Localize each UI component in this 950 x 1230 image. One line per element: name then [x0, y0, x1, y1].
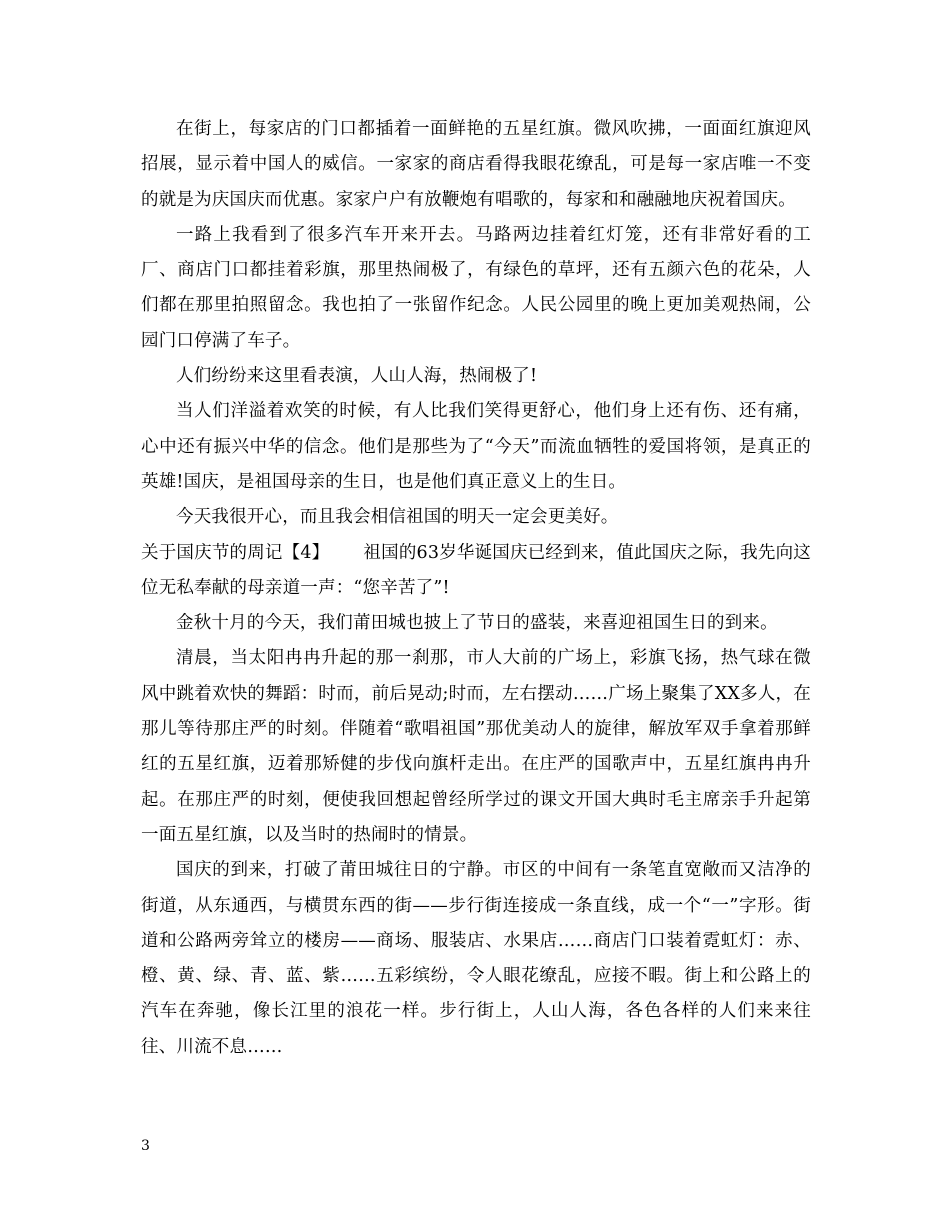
section-paragraph-3: 国庆的到来，打破了莆田城往日的宁静。市区的中间有一条笔直宽敞而又洁净的街道，从东通西，与横贯东西的街——步行街连接成一条直线，成一个“一”字形。街道和公路两旁耸立的楼房——商场、服装店、水果店……商店门口装着霓虹灯：赤、橙、黄、绿、青、蓝、紫……五彩缤纷，令人眼花缭乱，应接不暇。街上和公路上的汽车在奔驰，像长江里的浪花一样。步行街上，人山人海，各色各样的人们来来往往、川流不息…… [141, 860, 811, 1057]
section-paragraph-2: 清晨，当太阳冉冉升起的那一刹那，市人大前的广场上，彩旗飞扬，热气球在微风中跳着欢快的舞蹈：时而，前后晃动;时而，左右摆动……广场上聚集了XX多人，在那儿等待那庄严的时刻。伴随着“歌唱祖国”那优美动人的旋律，解放军双手拿着那鲜红的五星红旗，迈着那矫健的步伐向旗杆走出。在庄严的国歌声中，五星红旗冉冉升起。在那庄严的时刻，便使我回想起曾经所学过的课文开国大典时毛主席亲手升起第一面五星红旗，以及当时的热闹时的情景。 [141, 648, 811, 845]
paragraph-3: 人们纷纷来这里看表演，人山人海，热闹极了! [176, 366, 538, 387]
page-number: 3 [141, 1138, 150, 1154]
paragraph-2: 一路上我看到了很多汽车开来开去。马路两边挂着红灯笼，还有非常好看的工厂、商店门口都挂着彩旗，那里热闹极了，有绿色的草坪，还有五颜六色的花朵，人们都在那里拍照留念。我也拍了一张留作纪念。人民公园里的晚上更加美观热闹，公园门口停满了车子。 [141, 224, 811, 351]
section-heading-paragraph [141, 536, 811, 607]
section-first-paragraph: 祖国的63岁华诞国庆已经到来，值此国庆之际，我先向这位无私奉献的母亲道一声：“您辛苦了”! [141, 542, 812, 598]
paragraph-4: 当人们洋溢着欢笑的时候，有人比我们笑得更舒心，他们身上还有伤、还有痛，心中还有振兴中华的信念。他们是那些为了“今天”而流血牺牲的爱国将领，是真正的英雄!国庆，是祖国母亲的生日，也是他们真正意义上的生日。 [141, 401, 811, 492]
section-paragraph-1: 金秋十月的今天，我们莆田城也披上了节日的盛装，来喜迎祖国生日的到来。 [176, 613, 778, 634]
section-heading: 关于国庆节的周记【4】 [141, 542, 330, 563]
paragraph-5: 今天我很开心，而且我会相信祖国的明天一定会更美好。 [176, 507, 619, 528]
paragraph-1: 在街上，每家店的门口都插着一面鲜艳的五星红旗。微风吹拂，一面面红旗迎风招展，显示着中国人的威信。一家家的商店看得我眼花缭乱，可是每一家店唯一不变的就是为庆国庆而优惠。家家户户有放鞭炮有唱歌的，每家和和融融地庆祝着国庆。 [141, 119, 811, 210]
document-body [141, 112, 811, 1065]
